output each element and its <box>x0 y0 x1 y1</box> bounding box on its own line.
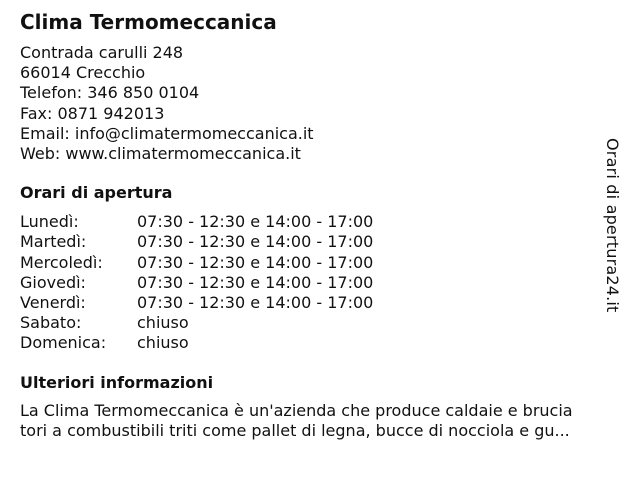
day-label: Martedì: <box>20 232 87 252</box>
time-value: 07:30 - 12:30 e 14:00 - 17:00 <box>137 272 374 292</box>
day-label: Giovedì: <box>20 272 86 292</box>
business-description <box>20 401 620 442</box>
time-value: chiuso <box>137 313 189 333</box>
hours-row-sunday <box>20 333 620 353</box>
time-value: 07:30 - 12:30 e 14:00 - 17:00 <box>137 252 374 272</box>
contact-details <box>20 43 620 164</box>
hours-row-thursday <box>20 273 620 293</box>
hours-row-wednesday <box>20 253 620 273</box>
opening-hours-table <box>20 212 620 353</box>
day-label: Venerdì: <box>20 293 86 313</box>
time-value: chiuso <box>137 333 189 353</box>
day-label: Mercoledì: <box>20 252 103 272</box>
more-info-heading: Ulteriori informazioni <box>20 372 214 392</box>
time-value: 07:30 - 12:30 e 14:00 - 17:00 <box>137 212 374 232</box>
site-watermark: Orari di apertura24.it <box>603 138 622 313</box>
day-label: Domenica: <box>20 333 107 353</box>
hours-row-tuesday <box>20 232 620 252</box>
address-street: Contrada carulli 248 <box>20 43 184 62</box>
hours-row-monday <box>20 212 620 232</box>
day-label: Sabato: <box>20 313 82 333</box>
business-name: Clima Termomeccanica <box>20 10 277 34</box>
hours-row-saturday <box>20 313 620 333</box>
time-value: 07:30 - 12:30 e 14:00 - 17:00 <box>137 232 374 252</box>
business-card <box>20 8 620 442</box>
fax-number: Fax: 0871 942013 <box>20 103 165 123</box>
website: Web: www.climatermomeccanica.it <box>20 144 301 164</box>
description-line-truncated: tori a combustibili triti come pallet di legna, bucce di nocciola e gu... <box>20 421 570 441</box>
address-city: 66014 Crecchio <box>20 63 146 83</box>
opening-hours-heading: Orari di apertura <box>20 183 173 203</box>
description-line: La Clima Termomeccanica è un'azienda che produce caldaie e brucia <box>20 400 573 420</box>
email-address: Email: info@climatermomeccanica.it <box>20 123 314 143</box>
hours-row-friday <box>20 293 620 313</box>
time-value: 07:30 - 12:30 e 14:00 - 17:00 <box>137 293 374 313</box>
phone-number: Telefon: 346 850 0104 <box>20 83 200 103</box>
day-label: Lunedì: <box>20 212 79 232</box>
